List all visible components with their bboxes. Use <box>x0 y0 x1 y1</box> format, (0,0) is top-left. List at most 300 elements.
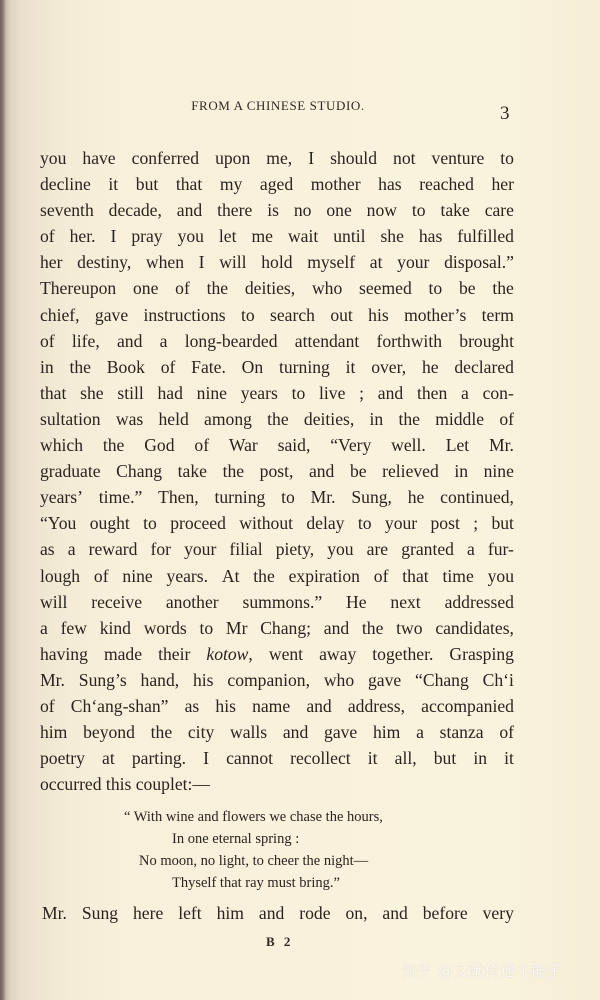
word: two <box>396 617 423 638</box>
word: middle <box>435 408 485 429</box>
text-line <box>40 197 514 223</box>
text-line <box>40 145 514 171</box>
text-line <box>40 719 514 745</box>
word: Chang; <box>260 617 312 638</box>
text-line-content <box>40 667 514 693</box>
word: city <box>187 722 215 743</box>
text-line-content <box>40 432 514 458</box>
word: your <box>184 539 217 560</box>
word: his <box>193 669 214 690</box>
word: the <box>69 356 91 377</box>
word: has <box>418 226 443 247</box>
text-line <box>40 641 514 667</box>
word: the <box>206 278 229 299</box>
text-line-content <box>40 589 514 615</box>
word: pray <box>131 226 163 247</box>
text-line <box>40 536 514 562</box>
word: the <box>267 408 289 429</box>
word: War <box>228 435 258 456</box>
word: years <box>240 382 278 403</box>
word: have <box>82 148 116 168</box>
word: you <box>487 565 514 586</box>
word: the <box>102 435 125 456</box>
word: a <box>40 617 48 638</box>
signature-mark-text: B 2 <box>266 934 294 949</box>
word: is <box>267 200 279 221</box>
text-line-content <box>40 484 514 510</box>
word: there <box>217 200 253 221</box>
text-line <box>40 432 514 458</box>
word: Then, <box>158 487 199 508</box>
word: a <box>67 539 76 560</box>
word: aged <box>259 174 294 195</box>
text-line-content: occurred this couplet:— <box>40 774 211 795</box>
word: his <box>215 695 236 716</box>
word: granted <box>401 539 454 560</box>
text-line-content <box>40 745 514 771</box>
word: rode <box>299 903 331 923</box>
text-line-content <box>40 693 514 719</box>
word: chief, <box>40 304 80 325</box>
word: are <box>366 539 389 560</box>
word: said, <box>277 435 311 456</box>
word: on, <box>345 903 368 923</box>
word: Sung <box>81 903 119 923</box>
text-line <box>40 510 514 536</box>
word: parting. <box>131 748 187 769</box>
word: which <box>40 435 83 456</box>
word: Mr. <box>489 435 514 456</box>
word: away <box>319 643 357 664</box>
word: filial <box>229 539 263 560</box>
word: name <box>252 695 291 716</box>
word: the <box>222 461 245 482</box>
word: Book <box>106 356 145 377</box>
word: as <box>184 695 200 716</box>
text-line-content <box>40 328 514 354</box>
poem-line: Thyself that ray must bring.” <box>172 875 340 891</box>
word: words <box>143 617 187 638</box>
word: stanza <box>439 722 484 743</box>
word: declared <box>454 356 514 377</box>
word: he <box>421 356 439 377</box>
text-line <box>40 380 514 406</box>
word: be <box>349 461 367 482</box>
word: that <box>40 382 67 403</box>
poem-line: In one eternal spring : <box>172 831 300 847</box>
word: one <box>326 200 352 221</box>
word: that <box>402 565 429 586</box>
word: Mr. <box>42 903 67 923</box>
word: few <box>60 617 87 638</box>
word: and <box>117 330 143 351</box>
word: long-bearded <box>184 330 278 351</box>
word: and <box>176 200 203 221</box>
word: expiration <box>288 565 360 586</box>
word: sultation <box>40 408 101 429</box>
word: to <box>281 487 295 508</box>
text-line-content <box>40 510 514 536</box>
word: wait <box>287 226 319 247</box>
word: at <box>369 252 383 273</box>
text-line <box>40 458 514 484</box>
word: relieved <box>382 461 439 482</box>
text-line <box>40 667 514 693</box>
word: and <box>323 617 350 638</box>
word: mother’s <box>404 304 467 325</box>
poem-line: “ With wine and flowers we chase the hours, <box>124 809 383 825</box>
word: turning <box>278 356 330 377</box>
word: kotow, <box>206 643 253 664</box>
word: recollect <box>290 748 351 769</box>
word: should <box>330 148 377 168</box>
word: of <box>499 722 514 743</box>
word: candidates, <box>435 617 514 638</box>
word: in <box>454 461 469 482</box>
word: you <box>40 148 67 168</box>
word: him <box>216 903 244 923</box>
word: graduate <box>40 461 101 482</box>
word: I <box>308 148 315 168</box>
word: of <box>40 695 55 716</box>
text-line <box>40 302 514 328</box>
word: Mr <box>225 617 248 638</box>
word: I <box>110 226 117 247</box>
word: very <box>482 903 514 923</box>
word: his <box>368 304 389 325</box>
word: one <box>132 278 159 299</box>
word: me, <box>266 148 293 168</box>
word: their <box>158 643 191 664</box>
word: I <box>203 748 210 769</box>
word: my <box>219 174 243 195</box>
word: addressed <box>444 591 514 612</box>
word: fulfilled <box>457 226 514 247</box>
word: the <box>492 278 514 299</box>
word: Sung’s <box>78 669 127 690</box>
word: here <box>133 903 164 923</box>
word: but <box>491 513 514 534</box>
text-line-content <box>40 197 514 223</box>
word: cannot <box>226 748 274 769</box>
word: of <box>499 408 514 429</box>
word: reached <box>419 174 474 195</box>
text-line-content <box>40 719 514 745</box>
word: At <box>221 565 240 586</box>
word: having <box>40 643 88 664</box>
text-line-content <box>40 563 514 589</box>
word: decline <box>40 174 91 195</box>
word: of <box>160 356 176 377</box>
word: nine <box>196 382 227 403</box>
word: your <box>384 513 418 534</box>
word: of <box>373 565 389 586</box>
word: ; <box>473 513 479 534</box>
text-line-content <box>40 223 514 249</box>
word: lough <box>40 565 81 586</box>
word: gave <box>367 669 402 690</box>
word: term <box>481 304 514 325</box>
word: live <box>319 382 346 403</box>
word: piety, <box>275 539 315 560</box>
text-line-content <box>40 275 514 301</box>
word: left <box>178 903 202 923</box>
word: in <box>369 408 384 429</box>
word: life, <box>71 330 100 351</box>
text-line-content <box>40 249 514 275</box>
word: to <box>291 382 306 403</box>
word: forthwith <box>376 330 443 351</box>
word: conferred <box>131 148 200 168</box>
word: it <box>345 356 356 377</box>
text-line-content <box>40 354 514 380</box>
word: the <box>398 408 420 429</box>
word: delay <box>306 513 345 534</box>
word: to <box>357 513 372 534</box>
word: had <box>157 382 183 403</box>
word: him <box>372 722 401 743</box>
word: be <box>459 278 476 299</box>
word: Sung, <box>351 487 392 508</box>
text-line <box>40 693 514 719</box>
body-text <box>40 145 514 797</box>
word: Mr. <box>40 669 65 690</box>
word: together. <box>372 643 434 664</box>
word: no <box>293 200 312 221</box>
word: nine <box>122 565 153 586</box>
word: that <box>175 174 203 195</box>
word: hand, <box>140 669 180 690</box>
word: He <box>346 591 367 612</box>
word: beyond <box>83 722 135 743</box>
word: a <box>159 330 168 351</box>
word: take <box>440 200 470 221</box>
word: post <box>430 513 460 534</box>
word: Chang <box>116 461 163 482</box>
word: gave <box>324 722 358 743</box>
watermark: 知乎 @文献传递小能手 <box>402 962 563 980</box>
word: turning <box>214 487 266 508</box>
word: care <box>484 200 514 221</box>
word: but <box>433 748 457 769</box>
word: upon <box>215 148 251 168</box>
word: the <box>253 565 275 586</box>
word: at <box>102 748 115 769</box>
word: still <box>117 382 144 403</box>
word: held <box>158 408 189 429</box>
text-line <box>40 275 514 301</box>
word: will <box>219 252 247 273</box>
word: to <box>500 148 514 168</box>
word: deities, <box>244 278 296 299</box>
word: him <box>40 722 68 743</box>
word: will <box>40 591 68 612</box>
text-line <box>40 249 514 275</box>
word: and <box>377 382 404 403</box>
word: who <box>323 669 355 690</box>
word: Grasping <box>449 643 514 664</box>
word: well. <box>391 435 426 456</box>
word: seemed <box>359 278 412 299</box>
word: God <box>144 435 175 456</box>
word: On <box>241 356 264 377</box>
word: she <box>380 226 404 247</box>
word: I <box>198 252 205 273</box>
text-line <box>40 223 514 249</box>
word: decade, <box>108 200 162 221</box>
word: search <box>270 304 315 325</box>
word: continued, <box>440 487 514 508</box>
word: out <box>330 304 353 325</box>
word: now <box>366 200 397 221</box>
word: walls <box>230 722 268 743</box>
word: until <box>333 226 366 247</box>
word: ; <box>359 382 365 403</box>
word: her <box>40 252 63 273</box>
word: to <box>143 513 157 534</box>
word: poetry <box>40 748 85 769</box>
continuation-text <box>42 900 514 926</box>
word: of <box>194 435 210 456</box>
word: “You <box>40 513 77 534</box>
word: all, <box>394 748 417 769</box>
word: brought <box>459 330 514 351</box>
word: seventh <box>40 200 94 221</box>
word: and <box>308 461 335 482</box>
word: address, <box>347 695 406 716</box>
word: kind <box>99 617 131 638</box>
word: and <box>258 903 285 923</box>
word: and <box>306 695 332 716</box>
word: another <box>165 591 219 612</box>
word: Let <box>445 435 470 456</box>
word: take <box>177 461 207 482</box>
word: next <box>390 591 421 612</box>
word: not <box>393 148 416 168</box>
text-line-content <box>40 615 514 641</box>
word: “Chang <box>415 669 469 690</box>
word: Thereupon <box>40 278 117 299</box>
text-line <box>40 615 514 641</box>
word: a <box>467 539 475 560</box>
word: her <box>491 174 514 195</box>
text-line-content <box>40 171 514 197</box>
word: summons.” <box>242 591 323 612</box>
word: the <box>361 617 384 638</box>
text-line-content <box>40 536 514 562</box>
text-line-content <box>40 380 514 406</box>
word: fur- <box>487 539 514 560</box>
text-line <box>40 484 514 510</box>
word: time.” <box>98 487 143 508</box>
word: in <box>40 356 54 377</box>
word: “Very <box>330 435 372 456</box>
word: without <box>239 513 294 534</box>
word: to <box>428 278 443 299</box>
word: but <box>135 174 159 195</box>
word: mother <box>310 174 361 195</box>
word: who <box>311 278 343 299</box>
text-line-last <box>40 771 514 797</box>
word: Mr. <box>310 487 336 508</box>
word: then <box>416 382 448 403</box>
word: Fate. <box>191 356 226 377</box>
word: made <box>103 643 143 664</box>
word: post, <box>259 461 294 482</box>
word: it <box>367 748 378 769</box>
word: gave <box>94 304 129 325</box>
text-line <box>40 406 514 432</box>
word: to <box>199 617 214 638</box>
word: disposal.” <box>444 252 514 273</box>
word: when <box>145 252 184 273</box>
word: a <box>461 382 469 403</box>
word: you <box>327 539 354 560</box>
word: Ch‘ang-shan” <box>70 695 169 716</box>
word: went <box>268 643 304 664</box>
word: for <box>150 539 172 560</box>
word: receive <box>91 591 143 612</box>
word: deities, <box>303 408 355 429</box>
word: it <box>108 174 119 195</box>
text-line <box>40 589 514 615</box>
word: he <box>407 487 425 508</box>
text-line-content <box>40 458 514 484</box>
word: before <box>422 903 468 923</box>
text-line-content <box>40 145 514 171</box>
word: it <box>504 748 514 769</box>
poem-line: No moon, no light, to cheer the night— <box>139 853 369 869</box>
word: ought <box>89 513 130 534</box>
word: myself <box>307 252 356 273</box>
word: she <box>80 382 104 403</box>
word: Ch‘i <box>482 669 514 690</box>
word: me <box>251 226 273 247</box>
word: and <box>282 722 309 743</box>
word: of <box>175 278 190 299</box>
word: has <box>378 174 402 195</box>
text-line <box>40 354 514 380</box>
word: proceed <box>170 513 226 534</box>
text-line <box>40 328 514 354</box>
text-line <box>40 171 514 197</box>
word: reward <box>88 539 138 560</box>
word: accompanied <box>421 695 514 716</box>
word: her. <box>69 226 96 247</box>
word: to <box>240 304 255 325</box>
word: was <box>115 408 144 429</box>
word: of <box>40 226 55 247</box>
word: years. <box>166 565 209 586</box>
text-line-content <box>42 900 514 926</box>
word: time <box>442 565 474 586</box>
word: of <box>93 565 109 586</box>
word: con- <box>482 382 514 403</box>
word: and <box>382 903 408 923</box>
word: years’ <box>40 487 83 508</box>
word: your <box>397 252 430 273</box>
word: among <box>204 408 252 429</box>
word: instructions <box>143 304 226 325</box>
page-number: 3 <box>500 103 510 124</box>
text-line <box>40 563 514 589</box>
word: hold <box>261 252 293 273</box>
running-title: FROM A CHINESE STUDIO. <box>191 98 365 113</box>
word: to <box>411 200 426 221</box>
word: a <box>416 722 424 743</box>
word: over, <box>371 356 407 377</box>
word: companion, <box>227 669 310 690</box>
